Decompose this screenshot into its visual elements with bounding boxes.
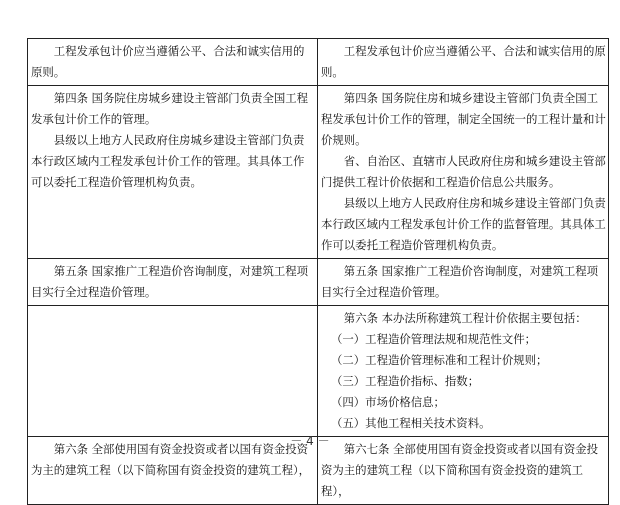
old-text-cell	[28, 39, 318, 86]
paragraph: 县级以上地方人民政府住房和城乡建设主管部门负责本行政区域内工程发承包计价工作的监督管理。其具体工作可以委托工程造价管理机构负责。	[321, 196, 606, 252]
new-text-cell	[318, 306, 609, 437]
table-row	[28, 86, 609, 259]
paragraph: 工程发承包计价应当遵循公平、合法和诚实信用的原则。	[321, 44, 606, 79]
paragraph: 第六条 本办法所称建筑工程计价依据主要包括：	[343, 311, 587, 325]
new-text-cell	[318, 86, 609, 259]
paragraph: 省、自治区、直辖市人民政府住房和城乡建设主管部门提供工程计价依据和工程造价信息公共服务。	[321, 154, 606, 189]
table-row	[28, 306, 609, 437]
list-item: （二）工程造价管理标准和工程计价规则；	[331, 353, 548, 367]
old-text-cell	[28, 259, 318, 306]
paragraph: 县级以上地方人民政府住房城乡建设主管部门负责本行政区域内工程发承包计价工作的管理。其具体工作可以委托工程造价管理机构负责。	[31, 133, 305, 189]
list-item: （五）其他工程相关技术资料。	[331, 416, 491, 430]
list-item: （四）市场价格信息；	[331, 395, 445, 409]
paragraph: 第六条 全部使用国有资金投资或者以国有资金投资为主的建筑工程（以下简称国有资金投资的建筑工程），	[31, 442, 311, 477]
paragraph: 工程发承包计价应当遵循公平、合法和诚实信用的原则。	[31, 44, 305, 79]
paragraph: 第五条 国家推广工程造价咨询制度，对建筑工程项目实行全过程造价管理。	[321, 264, 599, 299]
paragraph: 第四条 国务院住房城乡建设主管部门负责全国工程发承包计价工作的管理。	[31, 91, 309, 126]
table-row	[28, 39, 609, 86]
old-text-cell	[28, 86, 318, 259]
new-text-cell	[318, 259, 609, 306]
list-item: （三）工程造价指标、指数；	[331, 374, 480, 388]
list-item: （一）工程造价管理法规和规范性文件；	[331, 332, 537, 346]
old-text-cell-empty	[28, 306, 318, 437]
paragraph: 第五条 国家推广工程造价咨询制度，对建筑工程项目实行全过程造价管理。	[31, 264, 309, 299]
paragraph: 第六七条 全部使用国有资金投资或者以国有资金投资为主的建筑工程（以下简称国有资金投资的建筑工程），	[321, 442, 599, 498]
table-row	[28, 259, 609, 306]
paragraph: 第四条 国务院住房和城乡建设主管部门负责全国工程发承包计价工作的管理，制定全国统一的工程计量和计价规则。	[321, 91, 606, 147]
new-text-cell	[318, 39, 609, 86]
page-number: － 4 －	[290, 434, 330, 448]
